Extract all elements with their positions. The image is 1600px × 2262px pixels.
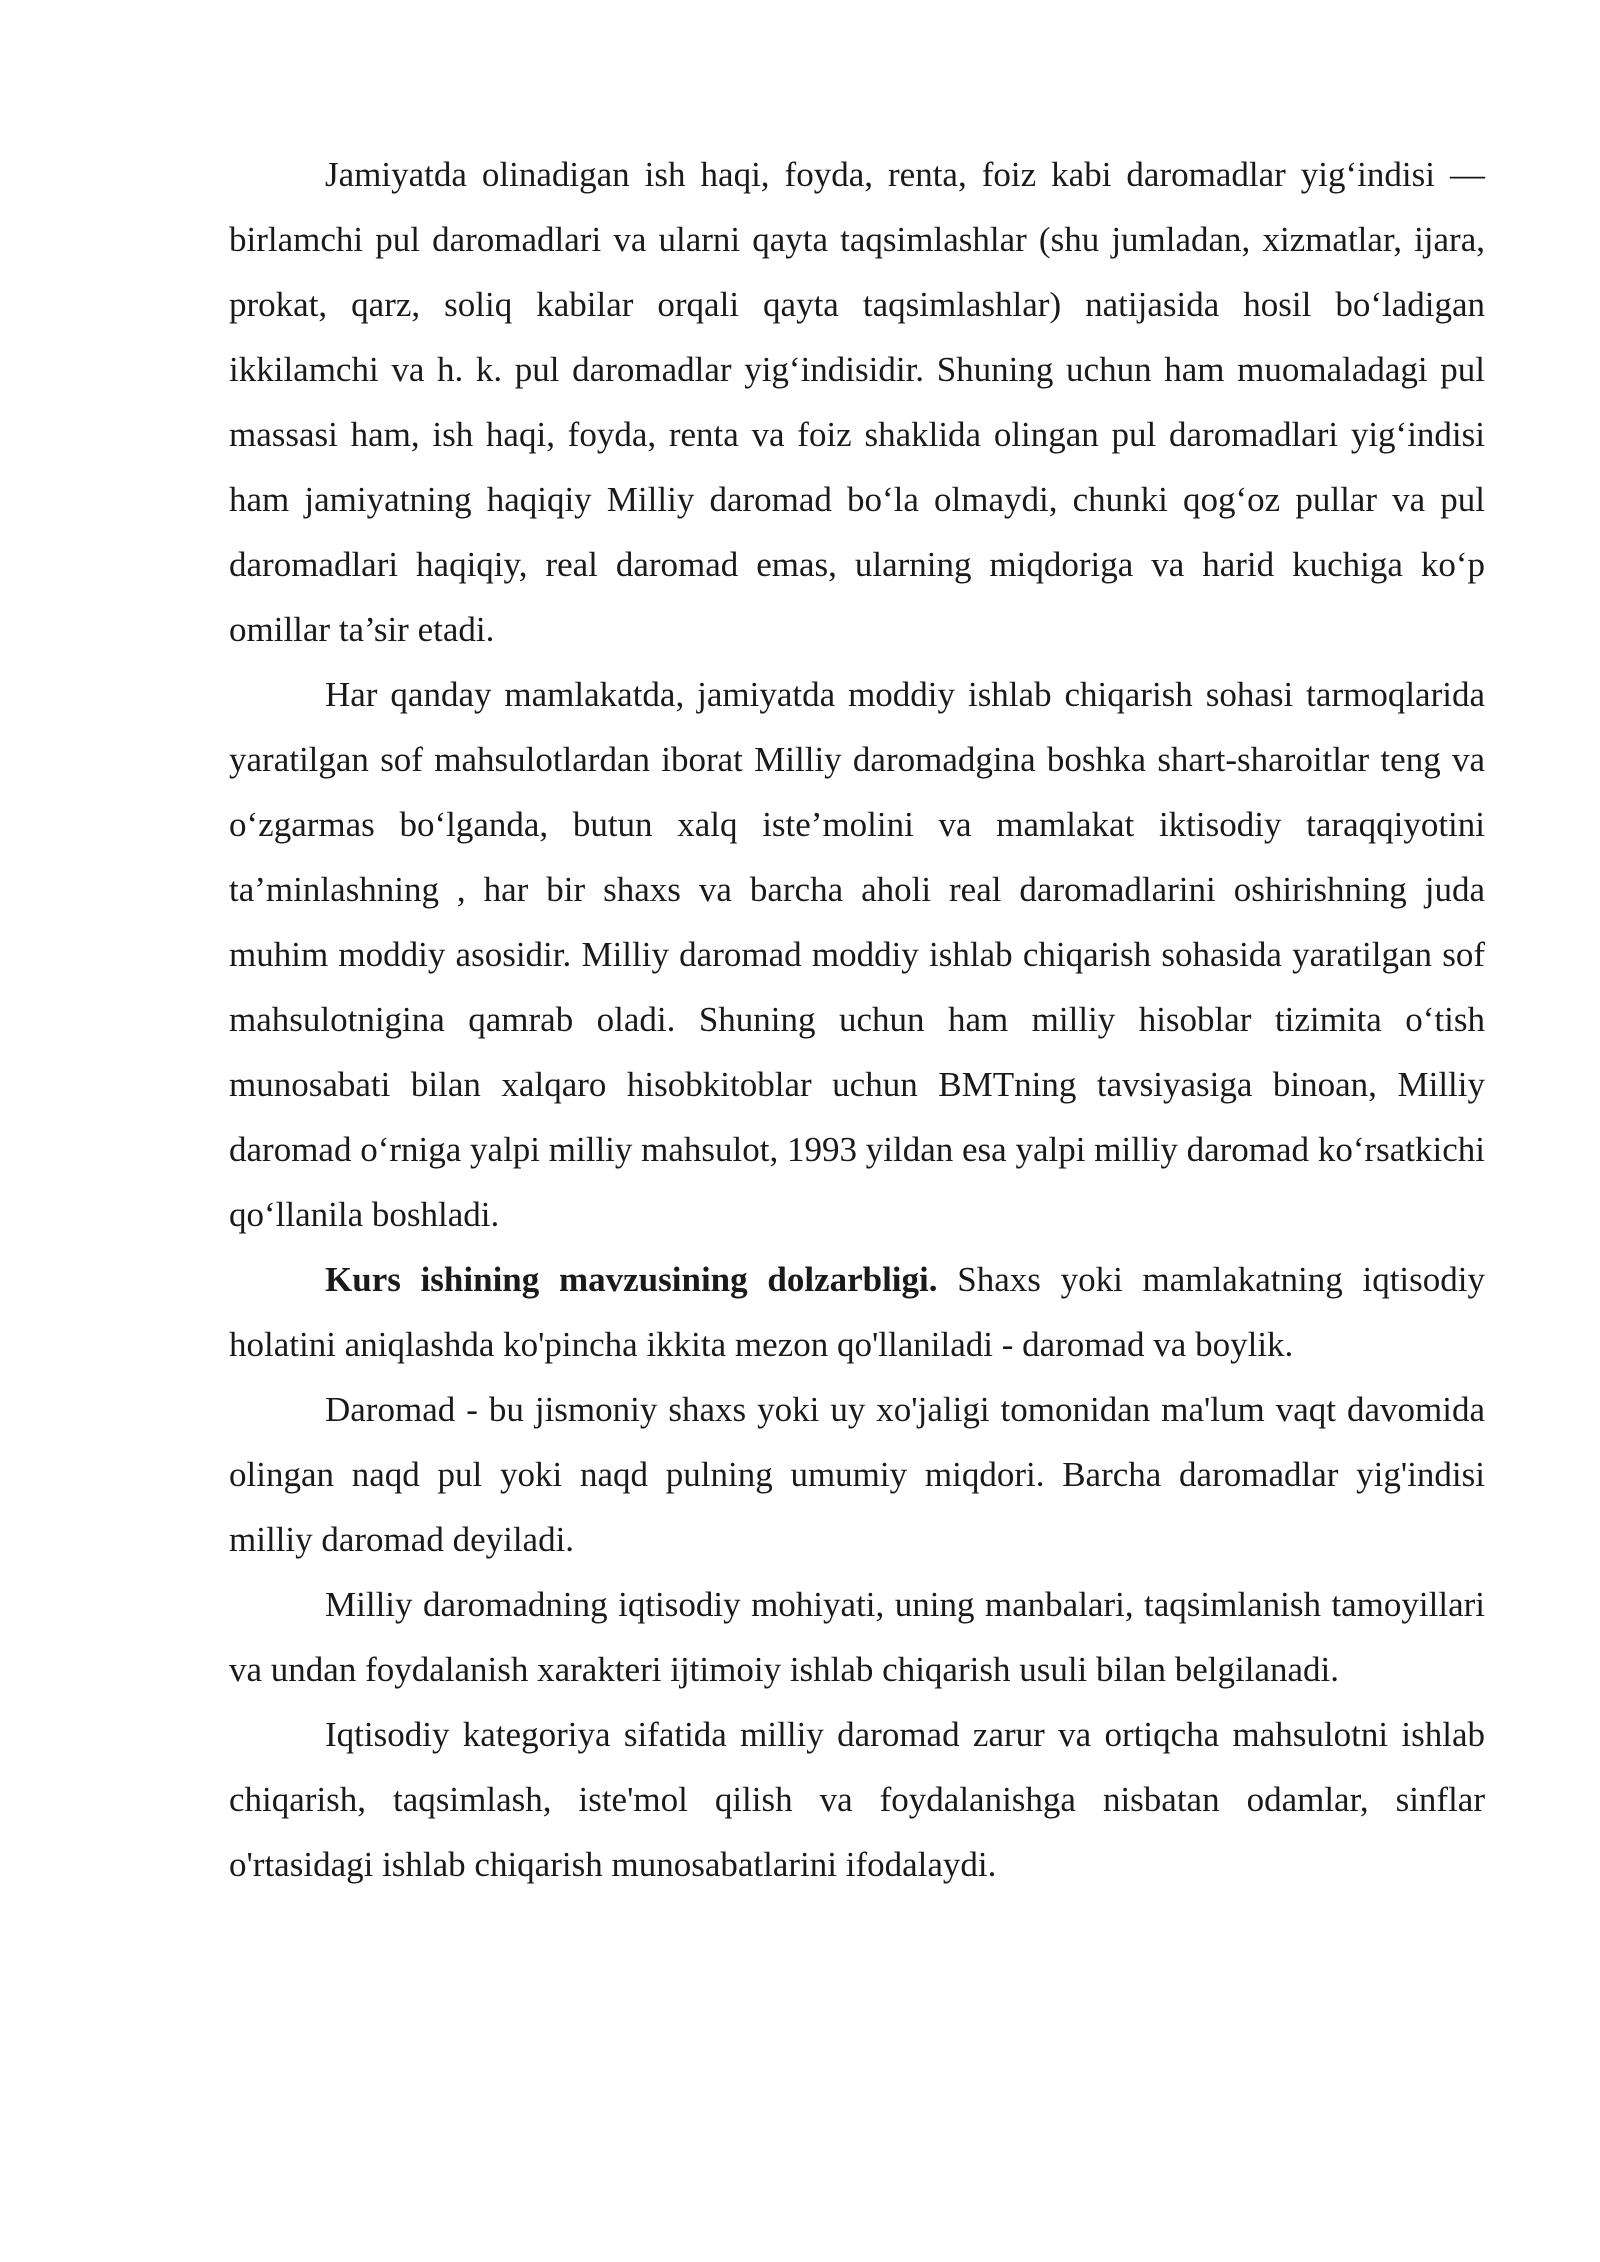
paragraph-1-text: Jamiyatda olinadigan ish haqi, foyda, renta, foiz kabi daromadlar yig‘indisi — birlamchi pul daromadlari va ularni qayta taqsimlashlar (shu jumladan, xizmatlar, ijara, prokat, qarz, soliq kabilar orqali qayta taqsimlashlar) natijasida hosil bo‘ladigan ikkilamchi va h. k. pul daromadlar yig‘indisidir. Shuning uchun ham muomaladagi pul massasi ham, ish haqi, foyda, renta va foiz shaklida olingan pul daromadlari yig‘indisi ham jamiyatning haqiqiy Milliy daromad bo‘la olmaydi, chunki qog‘oz pullar va pul daromadlari haqiqiy, real daromad emas, ularning miqdoriga va harid kuchiga ko‘p omillar ta’sir etadi. (229, 155, 1485, 649)
paragraph-4 (229, 1377, 1485, 1572)
paragraph-2 (229, 662, 1485, 1247)
paragraph-5 (229, 1572, 1485, 1702)
paragraph-2-text: Har qanday mamlakatda, jamiyatda moddiy ishlab chiqarish sohasi tarmoqlarida yaratilgan sof mahsulotlardan iborat Milliy daromadgina boshka shart-sharoitlar teng va o‘zgarmas bo‘lganda, butun xalq iste’molini va mamlakat iktisodiy taraqqiyotini ta’minlashning , har bir shaxs va barcha aholi real daromadlarini oshirishning juda muhim moddiy asosidir. Milliy daromad moddiy ishlab chiqarish sohasida yaratilgan sof mahsulotnigina qamrab oladi. Shuning uchun ham milliy hisoblar tizimita o‘tish munosabati bilan xalqaro hisobkitoblar uchun BMTning tavsiyasiga binoan, Milliy daromad o‘rniga yalpi milliy mahsulot, 1993 yildan esa yalpi milliy daromad ko‘rsatkichi qo‘llanila boshladi. (229, 675, 1485, 1234)
paragraph-4-text: Daromad - bu jismoniy shaxs yoki uy xo'jaligi tomonidan ma'lum vaqt davomida olingan naqd pul yoki naqd pulning umumiy miqdori. Barcha daromadlar yig'indisi milliy daromad deyiladi. (229, 1390, 1485, 1559)
document-body (229, 142, 1485, 1897)
paragraph-5-text: Milliy daromadning iqtisodiy mohiyati, uning manbalari, taqsimlanish tamoyillari va undan foydalanish xarakteri ijtimoiy ishlab chiqarish usuli bilan belgilanadi. (229, 1585, 1485, 1689)
paragraph-6-text: Iqtisodiy kategoriya sifatida milliy daromad zarur va ortiqcha mahsulotni ishlab chiqarish, taqsimlash, iste'mol qilish va foydalanishga nisbatan odamlar, sinflar o'rtasidagi ishlab chiqarish munosabatlarini ifodalaydi. (229, 1715, 1485, 1884)
paragraph-6 (229, 1702, 1485, 1897)
section-heading-relevance: Kurs ishining mavzusining dolzarbligi. (325, 1260, 938, 1299)
paragraph-3 (229, 1247, 1485, 1377)
paragraph-1 (229, 142, 1485, 662)
paragraph-3-text: Shaxs yoki mamlakatning iqtisodiy holatini aniqlashda ko'pincha ikkita mezon qo'llaniladi - daromad va boylik. (229, 1260, 1485, 1364)
